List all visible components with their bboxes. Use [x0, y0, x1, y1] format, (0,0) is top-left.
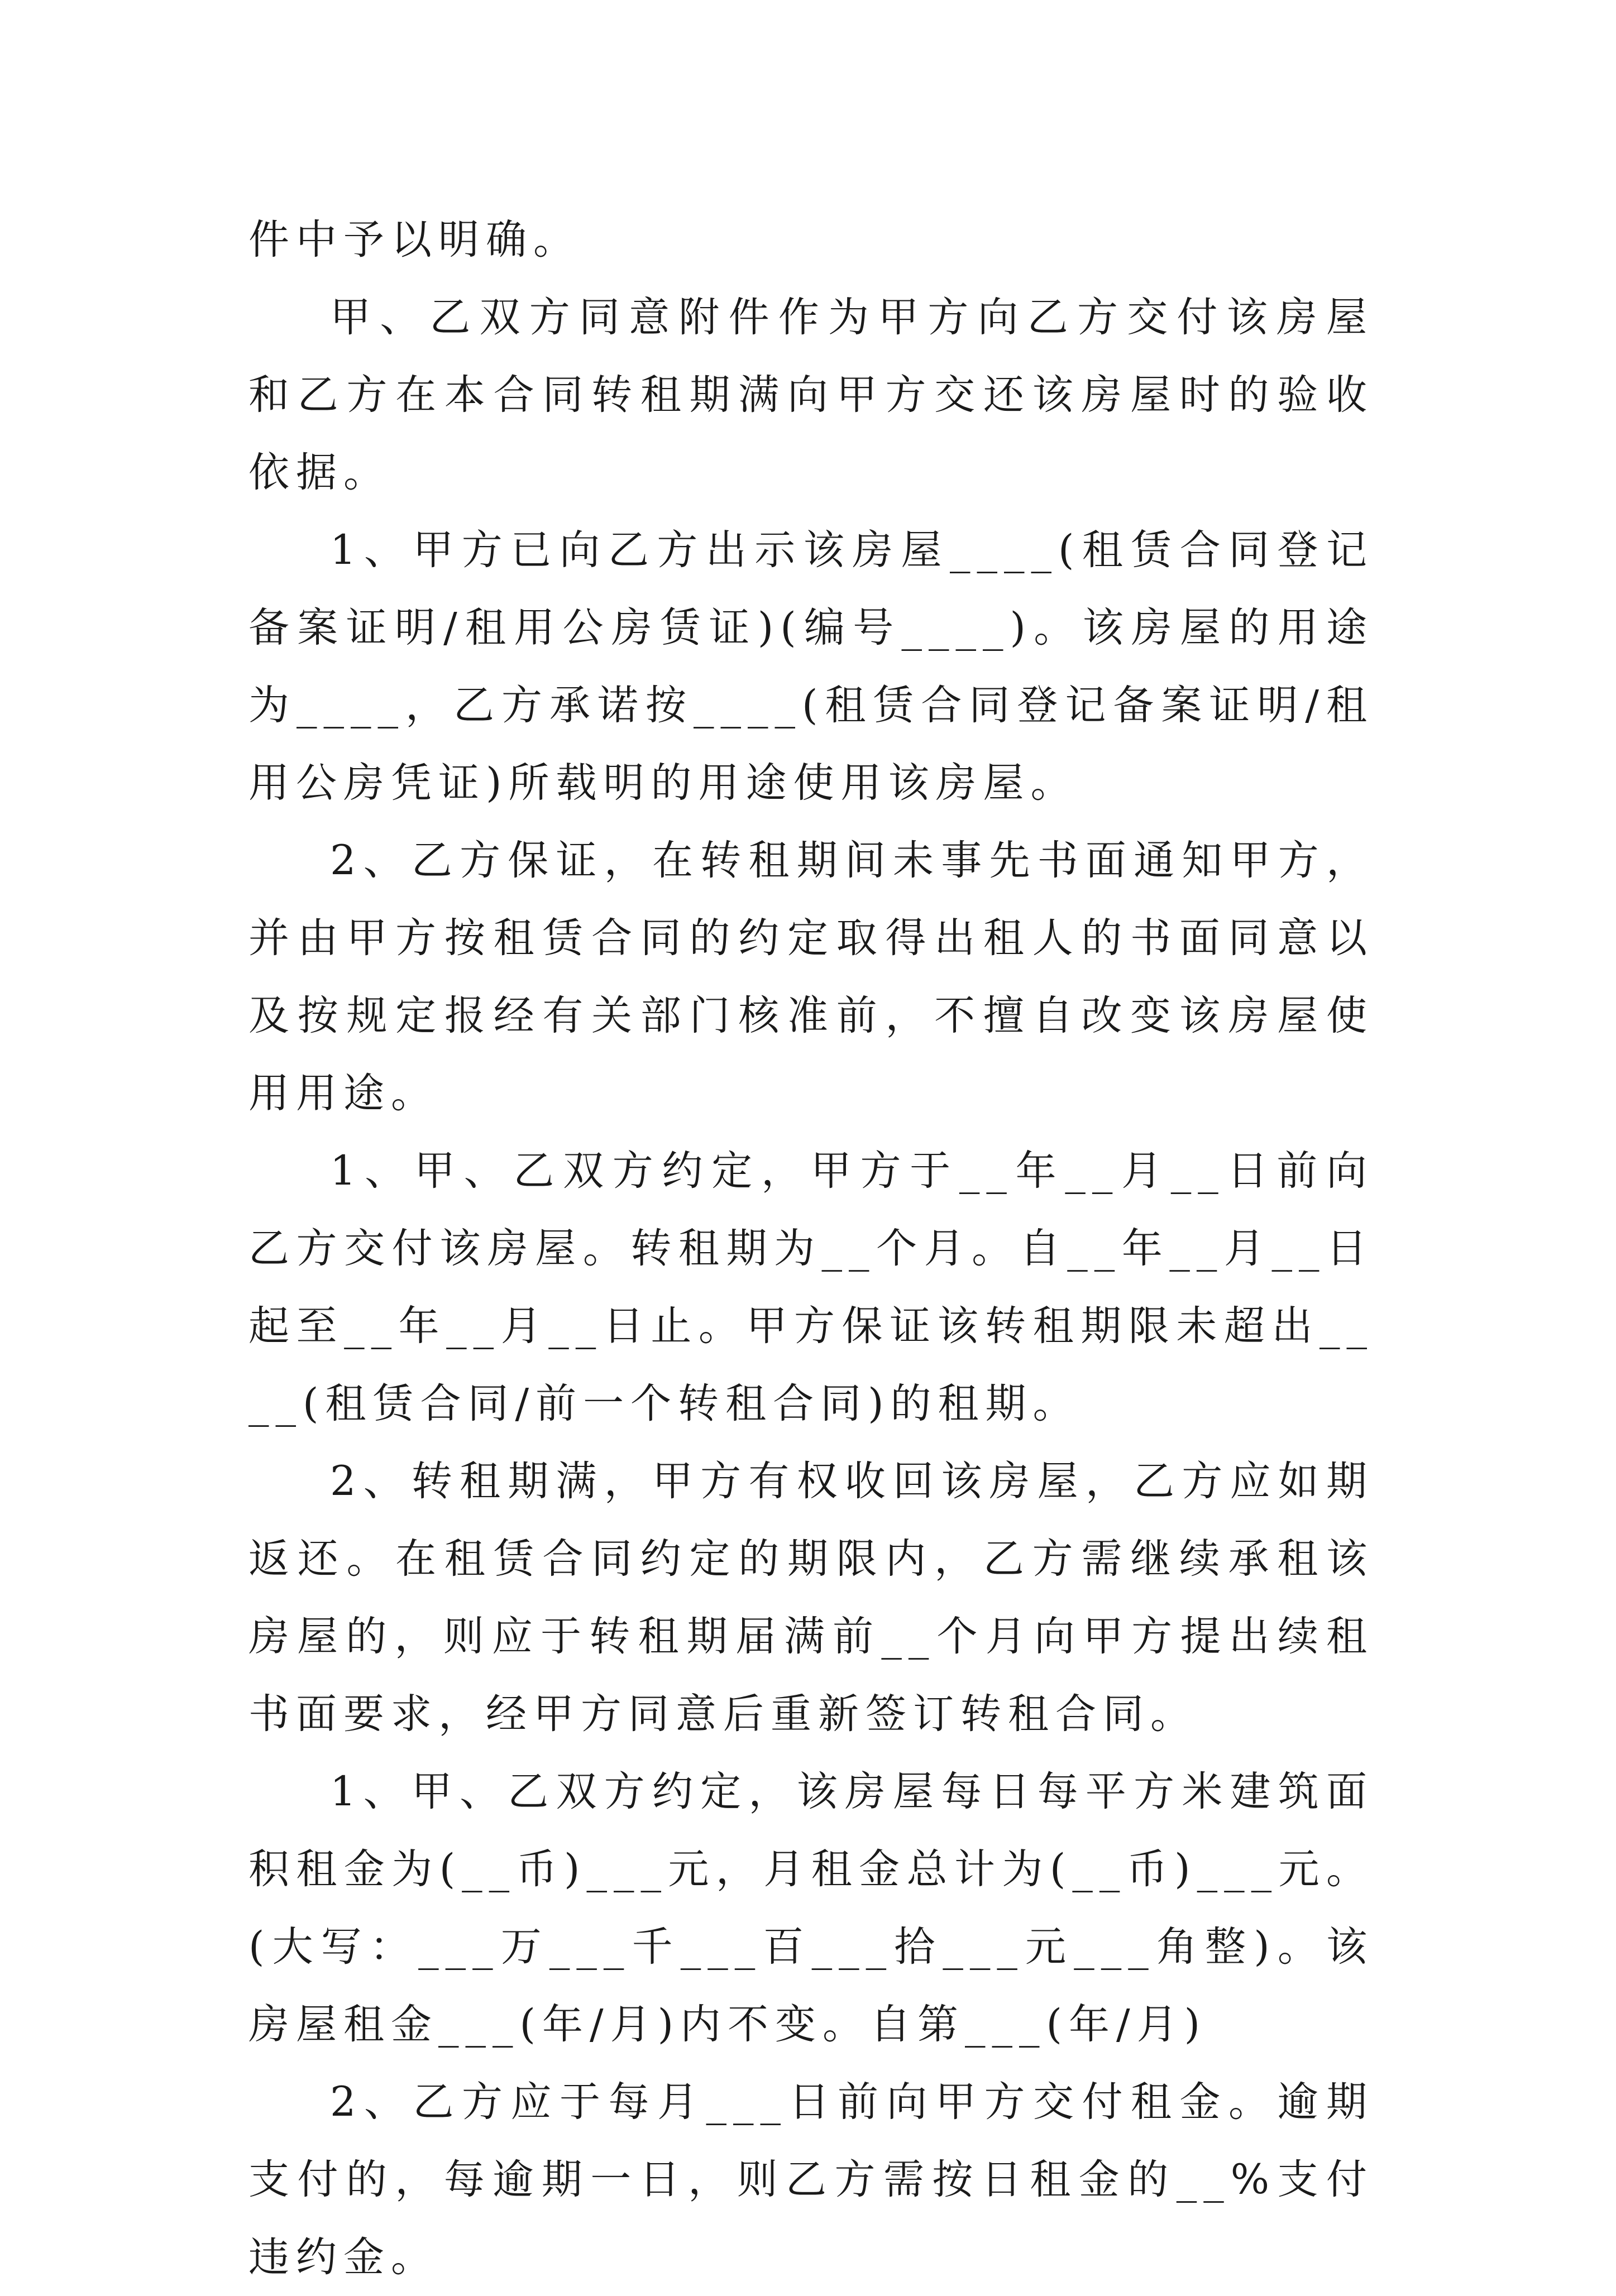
paragraph-acceptance-basis: 甲、乙双方同意附件作为甲方向乙方交付该房屋和乙方在本合同转租期满向甲方交还该房屋时的验收依据。: [248, 294, 1374, 496]
paragraph-term-2: 2、转租期满，甲方有权收回该房屋，乙方应如期返还。在租赁合同约定的期限内，乙方需继续承租该房屋的，则应于转租期届满前__个月向甲方提出续租书面要求，经甲方同意后重新签订转租合同。: [248, 1458, 1374, 1738]
paragraph-usage-2: 2、乙方保证，在转租期间未事先书面通知甲方，并由甲方按租赁合同的约定取得出租人的书面同意以及按规定报经有关部门核准前，不擅自改变该房屋使用用途。: [248, 837, 1374, 1117]
paragraph-continuation: 件中予以明确。: [248, 216, 581, 263]
paragraph-rent-1: 1、甲、乙双方约定，该房屋每日每平方米建筑面积租金为(__币)___元，月租金总计为(__币)___元。(大写：___万___千___百___拾___元___角整)。该房屋租金___(年/月)内不变。自第___(年/月): [248, 1768, 1374, 2048]
paragraph-rent-2: 2、乙方应于每月___日前向甲方交付租金。逾期支付的，每逾期一日，则乙方需按日租金的__%支付违约金。: [248, 2078, 1374, 2281]
paragraph-term-1: 1、甲、乙双方约定，甲方于__年__月__日前向乙方交付该房屋。转租期为__个月。自__年__月__日起至__年__月__日止。甲方保证该转租期限未超出____(租赁合同/前一个转租合同)的租期。: [248, 1147, 1374, 1427]
document-page: [248, 201, 1374, 2296]
paragraph-usage-1: 1、甲方已向乙方出示该房屋____(租赁合同登记备案证明/租用公房赁证)(编号____)。该房屋的用途为____，乙方承诺按____(租赁合同登记备案证明/租用公房凭证)所载明的用途使用该房屋。: [248, 526, 1374, 807]
